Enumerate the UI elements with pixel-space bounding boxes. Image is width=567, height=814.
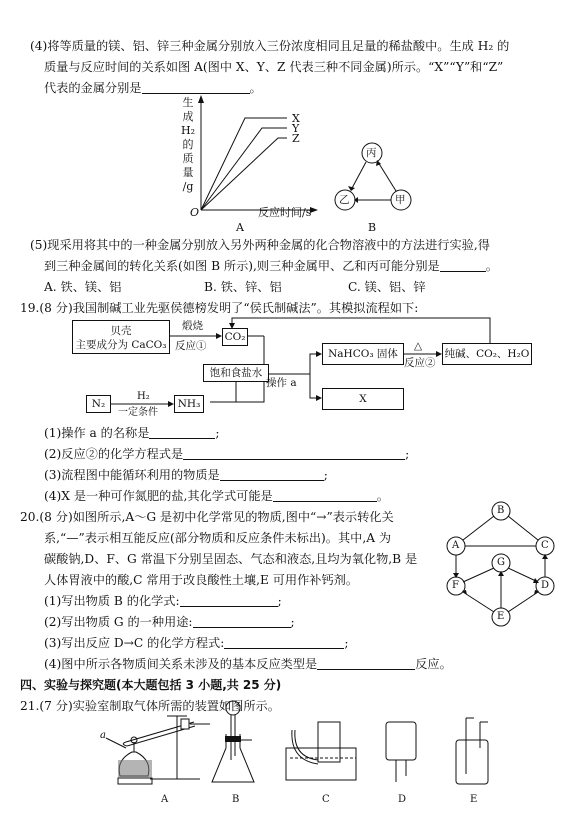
- q20-sub2: (2)写出物质 G 的一种用途: ;: [44, 615, 295, 629]
- node-jia-label: 甲: [395, 194, 406, 206]
- caption-c: C: [322, 794, 330, 805]
- q18-4-prompt: 代表的金属分别是: [44, 81, 142, 95]
- node-g-label: G: [497, 557, 505, 568]
- h2-label: H₂: [137, 391, 150, 402]
- operation-label: 操作 a: [266, 377, 297, 389]
- nh3-box: NH₃: [174, 395, 204, 413]
- option-b[interactable]: B. 铁、锌、铝: [204, 280, 282, 294]
- series-x-label: X: [292, 112, 300, 125]
- caption-d: D: [398, 794, 407, 805]
- option-a[interactable]: A. 铁、镁、铝: [44, 280, 122, 294]
- co2-box: CO₂: [222, 328, 248, 346]
- graph-y-label: 生 成 H₂ 的 质 量 /g: [181, 96, 196, 193]
- label-a-lowercase: a: [100, 730, 106, 741]
- reaction1-label: 反应①: [175, 340, 207, 352]
- q20-sub4: (4)图中所示各物质间关系未涉及的基本反应类型是 反应。: [44, 657, 452, 671]
- node-c-label: C: [541, 540, 549, 551]
- node-f-label: F: [452, 580, 459, 591]
- q18-5-line2: 到三种金属间的转化关系(如图 B 所示),则三种金属甲、乙和丙可能分别是 。: [44, 259, 498, 273]
- reaction2-label: 反应②: [404, 357, 436, 369]
- apparatus-d: [386, 722, 416, 782]
- node-yi-label: 乙: [339, 194, 350, 206]
- q18-4-line1: (4)将等质量的镁、铝、锌三种金属分别放入三份浓度相同且足量的稀盐酸中。生成 H₂ 的: [30, 39, 510, 53]
- q20-line4: 人体胃液中的酸,C 常用于改良酸性土壤,E 可用作补钙剂。: [44, 573, 359, 587]
- graph-a-caption: A: [236, 221, 244, 234]
- section4-title: 四、实验与探究题(本大题包括 3 小题,共 25 分): [20, 678, 282, 692]
- q19-sub2: (2)反应②的化学方程式是 ;: [44, 447, 410, 461]
- node-bing-label: 丙: [366, 147, 377, 159]
- graph-origin: O: [190, 206, 200, 219]
- apparatus-c: [286, 722, 356, 780]
- q21-stem: 21.(7 分)实验室制取气体所需的装置如图所示。: [20, 699, 280, 713]
- node-d-label: D: [541, 580, 550, 591]
- caption-e: E: [470, 794, 478, 805]
- option-c[interactable]: C. 镁、铝、锌: [348, 280, 426, 294]
- q20-line3: 碳酸钠,D、F、G 常温下分别呈固态、气态和液态,且均为氧化物,B 是: [44, 552, 418, 566]
- node-b-label: B: [497, 505, 505, 516]
- nahco3-box: NaHCO₃ 固体: [322, 343, 404, 365]
- node-a-label: A: [452, 540, 460, 551]
- heat-label: △: [414, 340, 423, 352]
- triangle-b-caption: B: [368, 221, 377, 234]
- x-box: X: [322, 388, 404, 410]
- q19-sub4: (4)X 是一种可作氮肥的盐,其化学式可能是 。: [44, 489, 389, 503]
- products-box: 纯碱、CO₂、H₂O: [442, 343, 532, 365]
- apparatus-e: [456, 718, 488, 784]
- series-y-label: Y: [292, 122, 300, 135]
- q20-line1: 20.(8 分)如图所示,A～G 是初中化学常见的物质,图中“→”表示转化关: [20, 510, 394, 524]
- q19-stem: 19.(8 分)我国制碱工业先驱侯德榜发明了“侯氏制碱法”。其模拟流程如下:: [20, 301, 419, 315]
- calcine-label: 煅烧: [182, 320, 203, 332]
- brine-box: 饱和食盐水: [203, 364, 269, 382]
- q18-4-line3: 代表的金属分别是 。: [44, 81, 262, 95]
- graph-x-label: 反应时间/s: [258, 206, 312, 219]
- q19-sub1: (1)操作 a 的名称是 ;: [44, 426, 220, 440]
- q20-sub1: (1)写出物质 B 的化学式: ;: [44, 594, 282, 608]
- node-e-label: E: [497, 611, 505, 622]
- q20-sub3: (3)写出反应 D→C 的化学方程式: ;: [44, 636, 349, 650]
- shell-box: 贝壳 主要成分为 CaCO₃: [72, 320, 170, 354]
- n2-box: N₂: [86, 395, 111, 413]
- condition-label: 一定条件: [118, 407, 158, 418]
- caption-b: B: [232, 794, 240, 805]
- q18-4-line2: 质量与反应时间的关系如图 A(图中 X、Y、Z 代表三种不同金属)所示。“X”“Y”和“Z”: [44, 60, 504, 74]
- q20-line2: 系,“—”表示相互能反应(部分物质和反应条件未标出)。其中,A 为: [44, 531, 392, 545]
- q19-sub3: (3)流程图中能循环利用的物质是 ;: [44, 468, 328, 482]
- series-z-label: Z: [292, 132, 300, 145]
- caption-a: A: [161, 794, 169, 805]
- q18-5-line1: (5)现采用将其中的一种金属分别放入另外两种金属的化合物溶液中的方法进行实验,得: [30, 238, 490, 252]
